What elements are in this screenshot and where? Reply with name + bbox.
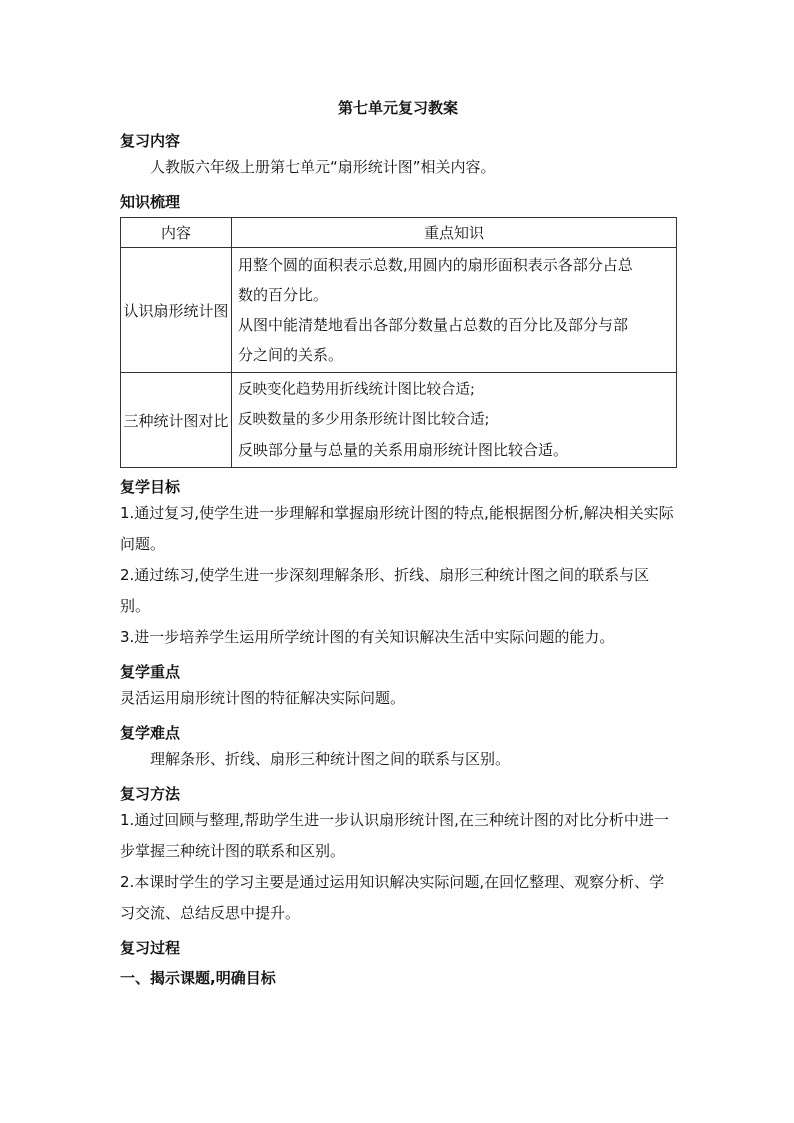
table-cell-knowledge bbox=[232, 248, 677, 373]
table-cell-topic: 三种统计图对比 bbox=[121, 373, 232, 468]
goal-item: 2.通过练习,使学生进一步深刻理解条形、折线、扇形三种统计图之间的联系与区别。 bbox=[120, 566, 650, 615]
document-title: 第七单元复习教案 bbox=[337, 99, 458, 117]
document-body bbox=[120, 96, 676, 989]
table-cell-knowledge bbox=[232, 373, 677, 468]
goal-item: 1.通过复习,使学生进一步理解和掌握扇形统计图的特点,能根据图分析,解决相关实际问题。 bbox=[120, 504, 674, 553]
knowledge-table bbox=[120, 217, 677, 468]
keypoint-text: 灵活运用扇形统计图的特征解决实际问题。 bbox=[120, 689, 406, 707]
goal-item: 3.进一步培养学生运用所学统计图的有关知识解决生活中实际问题的能力。 bbox=[120, 628, 615, 646]
table-header-topic: 内容 bbox=[121, 218, 232, 248]
knowledge-line: 反映数量的多少用条形统计图比较合适; bbox=[238, 412, 490, 428]
knowledge-line: 分之间的关系。 bbox=[238, 346, 344, 364]
heading-keypoint: 复学重点 bbox=[120, 663, 181, 681]
review-content-text: 人教版六年级上册第七单元“扇形统计图”相关内容。 bbox=[150, 158, 496, 176]
knowledge-line: 数的百分比。 bbox=[238, 286, 329, 304]
knowledge-line: 从图中能清楚地看出各部分数量占总数的百分比及部分与部 bbox=[238, 316, 629, 334]
difficulty-text: 理解条形、折线、扇形三种统计图之间的联系与区别。 bbox=[150, 750, 511, 768]
table-header-row bbox=[121, 218, 677, 248]
method-item: 1.通过回顾与整理,帮助学生进一步认识扇形统计图,在三种统计图的对比分析中进一步掌握三种统计图的联系和区别。 bbox=[120, 811, 669, 860]
process-step-heading: 一、揭示课题,明确目标 bbox=[120, 969, 276, 987]
heading-review-content: 复习内容 bbox=[120, 132, 181, 150]
knowledge-line: 用整个圆的面积表示总数,用圆内的扇形面积表示各部分占总 bbox=[238, 256, 633, 274]
table-cell-topic: 认识扇形统计图 bbox=[121, 248, 232, 373]
method-item: 2.本课时学生的学习主要是通过运用知识解决实际问题,在回忆整理、观察分析、学习交流、总结反思中提升。 bbox=[120, 873, 665, 922]
heading-difficulty: 复学难点 bbox=[120, 724, 181, 742]
heading-process: 复习过程 bbox=[120, 939, 181, 957]
knowledge-line: 反映部分量与总量的关系用扇形统计图比较合适。 bbox=[238, 441, 569, 459]
heading-goals: 复学目标 bbox=[120, 478, 181, 496]
knowledge-line: 反映变化趋势用折线统计图比较合适; bbox=[238, 382, 475, 398]
heading-method: 复习方法 bbox=[120, 785, 181, 803]
table-row bbox=[121, 248, 677, 373]
table-row bbox=[121, 373, 677, 468]
table-header-key-knowledge: 重点知识 bbox=[232, 218, 677, 248]
heading-knowledge: 知识梳理 bbox=[120, 193, 181, 211]
